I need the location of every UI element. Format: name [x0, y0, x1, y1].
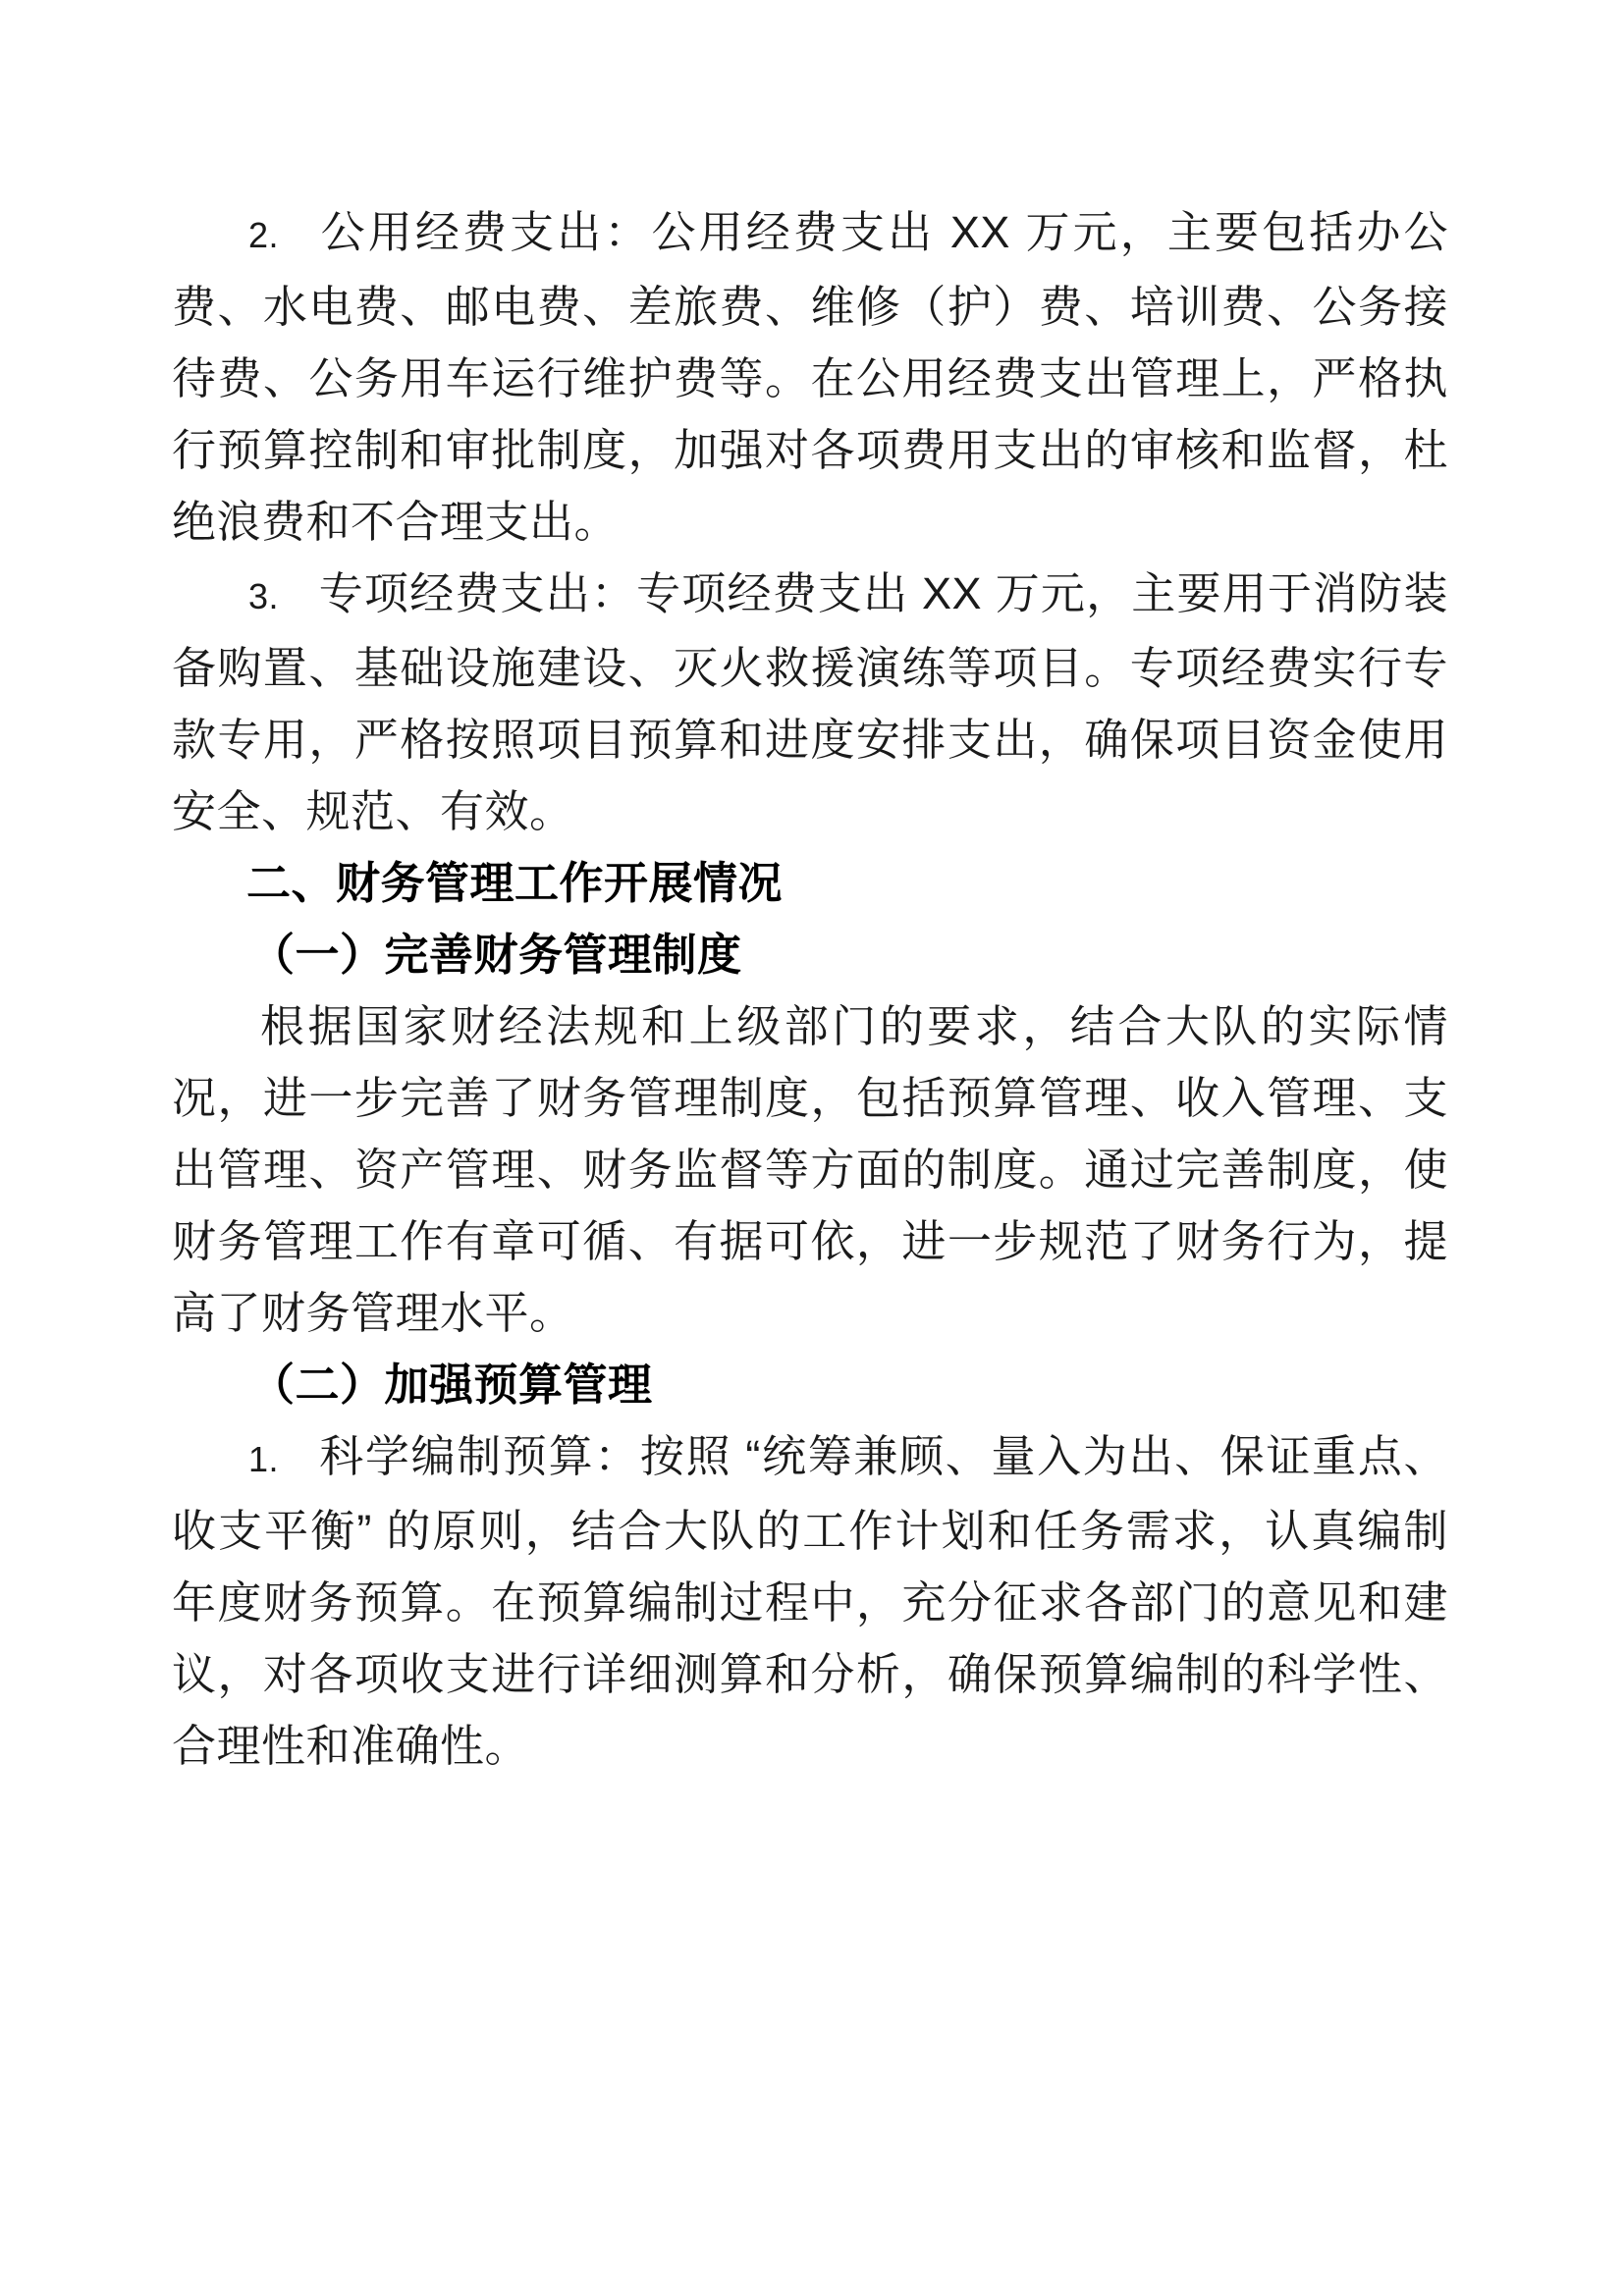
- list-marker-2: 2.: [248, 215, 280, 255]
- section-heading-two: 二、财务管理工作开展情况: [246, 858, 784, 908]
- list-marker-1: 1.: [248, 1439, 280, 1479]
- subsection-heading-two: （二）加强预算管理: [250, 1360, 653, 1410]
- paragraph-subsection-one: 根据国家财经法规和上级部门的要求，结合大队的实际情况，进一步完善了财务管理制度，包括预算管理、收入管理、支出管理、资产管理、财务监督等方面的制度。通过完善制度，使财务管理工作有章可循、有据可依，进一步规范了财务行为，提高了财务管理水平。: [172, 1001, 1448, 1338]
- paragraph-item-2: [172, 196, 1448, 558]
- paragraph-text-item-3: 专项经费支出：专项经费支出 XX 万元，主要用于消防装备购置、基础设施建设、灭火救援演练等项目。专项经费实行专款专用，严格按照项目预算和进度安排支出，确保项目资金使用安全、规范、有效。: [172, 568, 1448, 836]
- list-marker-3: 3.: [248, 576, 280, 616]
- paragraph-text-item-1b: 科学编制预算：按照 “统筹兼顾、量入为出、保证重点、收支平衡” 的原则，结合大队的工作计划和任务需求，认真编制年度财务预算。在预算编制过程中，充分征求各部门的意见和建议，对各项收支进行详细测算和分析，确保预算编制的科学性、合理性和准确性。: [172, 1431, 1448, 1771]
- paragraph-text-item-2: 公用经费支出：公用经费支出 XX 万元，主要包括办公费、水电费、邮电费、差旅费、维修（护）费、培训费、公务接待费、公务用车运行维护费等。在公用经费支出管理上，严格执行预算控制和审批制度，加强对各项费用支出的审核和监督，杜绝浪费和不合理支出。: [172, 207, 1448, 547]
- document-body: [172, 196, 1448, 1782]
- paragraph-item-3: [172, 558, 1448, 847]
- paragraph-item-1b: [172, 1420, 1448, 1782]
- subsection-heading-one: （一）完善财务管理制度: [250, 930, 742, 980]
